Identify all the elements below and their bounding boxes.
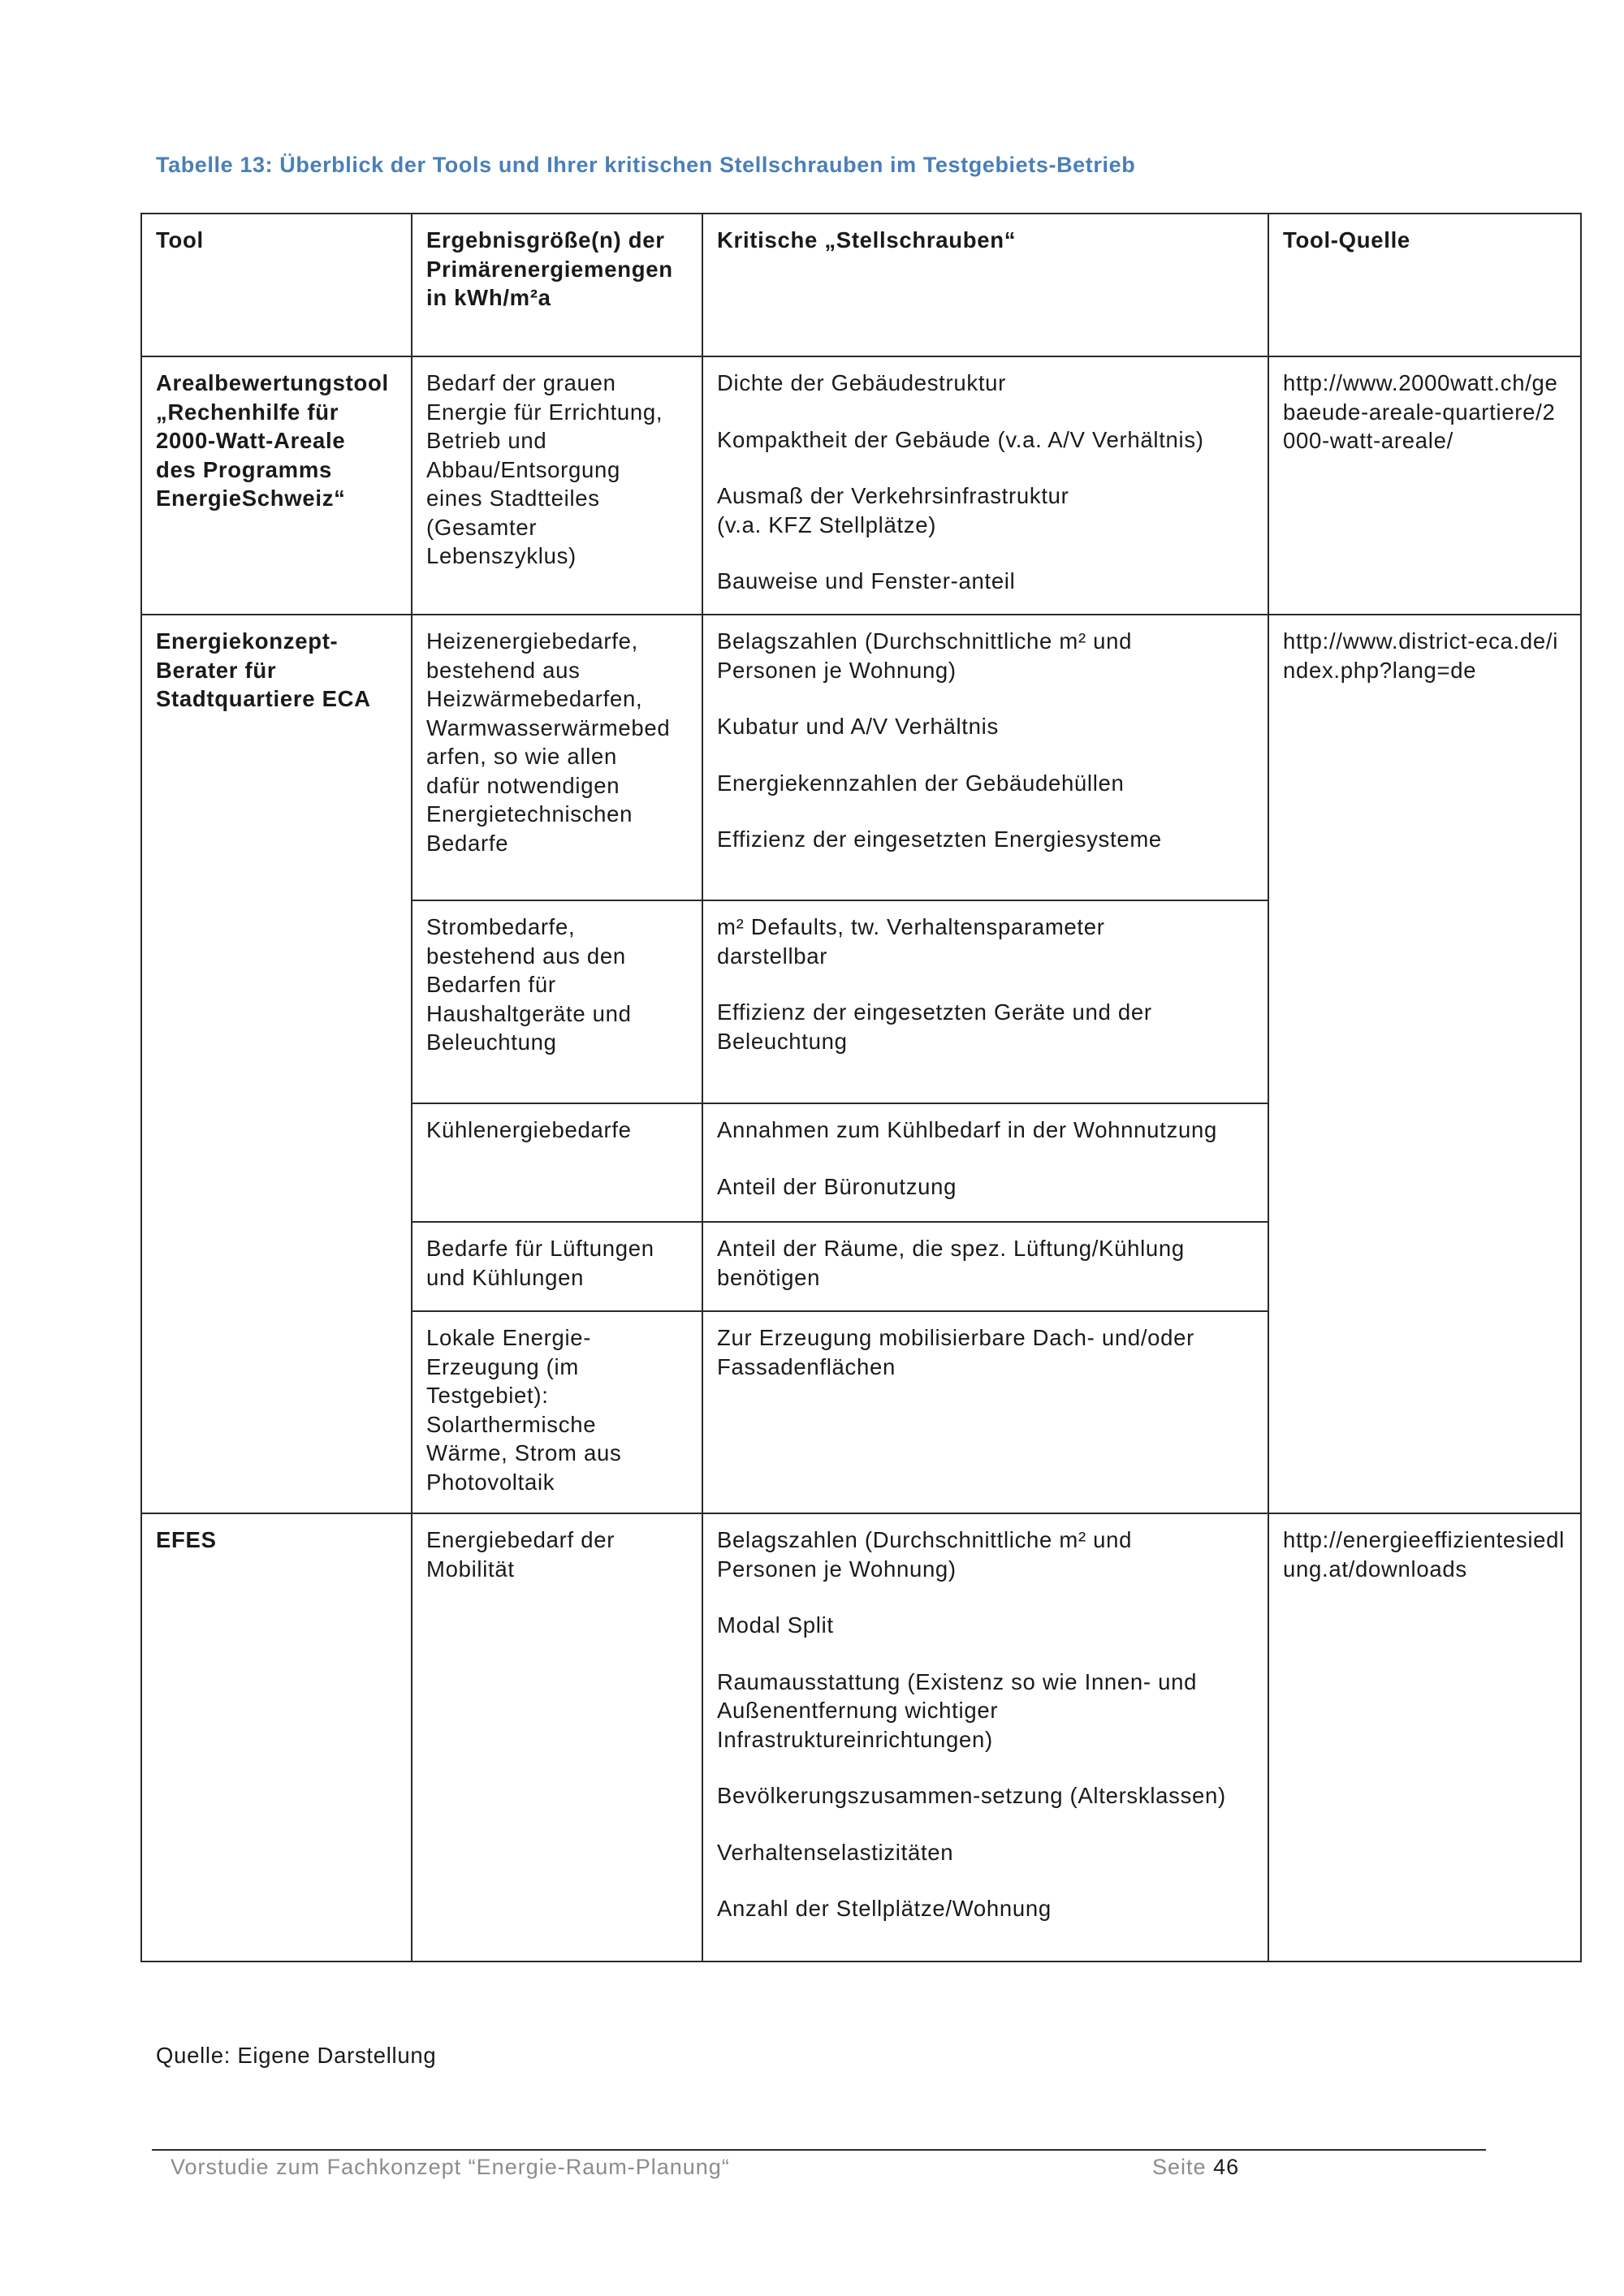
critical-screws-cell <box>702 1222 1268 1311</box>
tool-source-link[interactable]: http://www.2000watt.ch/gebaeude-areale-quartiere/2000-watt-areale/ <box>1268 356 1581 615</box>
result-quantity-cell: Bedarfe für Lüftungen und Kühlungen <box>412 1222 702 1311</box>
tool-name-cell: Arealbewertungstool „Rechenhilfe für 2000-Watt-Areale des Programms EnergieSchweiz“ <box>141 356 412 615</box>
footer-page <box>1152 2155 1239 2180</box>
result-quantity-cell: Heizenergiebedarfe, bestehend aus Heizwärmebedarfen, Warmwasserwärmebed arfen, so wie allen dafür notwendigen Energietechnischen Bedarfe <box>412 615 702 900</box>
critical-screw-item: Effizienz der eingesetzten Geräte und der Beleuchtung <box>717 999 1152 1054</box>
result-quantity-cell: Bedarf der grauen Energie für Errichtung, Betrieb und Abbau/Entsorgung eines Stadtteiles (Gesamter Lebenszyklus) <box>412 356 702 615</box>
tools-table <box>140 213 1582 1962</box>
result-quantity-cell: Lokale Energie- Erzeugung (im Testgebiet): Solarthermische Wärme, Strom aus Photovoltaik <box>412 1311 702 1513</box>
critical-screws-cell <box>702 1103 1268 1222</box>
critical-screw-item: m² Defaults, tw. Verhaltensparameter darstellbar <box>717 914 1105 969</box>
critical-screw-item: Belagszahlen (Durchschnittliche m² und Personen je Wohnung) <box>717 628 1133 683</box>
critical-screw-item: Annahmen zum Kühlbedarf in der Wohnnutzung <box>717 1117 1217 1142</box>
critical-screw-item: Raumausstattung (Existenz so wie Innen- und Außenentfernung wichtiger Infrastruktureinrichtungen) <box>717 1668 1198 1752</box>
critical-screw-item: Ausmaß der Verkehrsinfrastruktur (v.a. KFZ Stellplätze) <box>717 483 1069 537</box>
critical-screw-item: Modal Split <box>717 1612 834 1638</box>
source-note: Quelle: Eigene Darstellung <box>156 2043 437 2068</box>
table-row <box>141 615 1581 900</box>
footer-divider <box>152 2149 1486 2151</box>
critical-screws-cell <box>702 900 1268 1103</box>
table-row <box>141 356 1581 615</box>
critical-screw-item: Bauweise und Fenster-anteil <box>717 568 1016 593</box>
critical-screw-item: Kubatur und A/V Verhältnis <box>717 714 999 739</box>
critical-screws-cell <box>702 615 1268 900</box>
table-row <box>141 1513 1581 1962</box>
result-quantity-cell: Strombedarfe, bestehend aus den Bedarfen für Haushaltgeräte und Beleuchtung <box>412 900 702 1103</box>
result-quantity-cell: Energiebedarf der Mobilität <box>412 1513 702 1962</box>
critical-screw-item: Anteil der Räume, die spez. Lüftung/Kühlung benötigen <box>717 1236 1185 1290</box>
critical-screw-item: Effizienz der eingesetzten Energiesysteme <box>717 826 1162 852</box>
tool-source-link[interactable]: http://energieeffizientesiedlung.at/downloads <box>1268 1513 1581 1962</box>
table-caption: Tabelle 13: Überblick der Tools und Ihrer kritischen Stellschrauben im Testgebiets-Betrieb <box>156 153 1136 177</box>
header-result-quantity: Ergebnisgröße(n) der Primärenergiemengen in kWh/m²a <box>412 214 702 356</box>
header-critical-screws: Kritische „Stellschrauben“ <box>702 214 1268 356</box>
tool-name-cell: Energiekonzept- Berater für Stadtquartiere ECA <box>141 615 412 1513</box>
footer-page-label: Seite <box>1152 2155 1207 2179</box>
footer-page-number: 46 <box>1213 2155 1240 2179</box>
result-quantity-cell: Kühlenergiebedarfe <box>412 1103 702 1222</box>
critical-screws-cell <box>702 356 1268 615</box>
critical-screw-item: Dichte der Gebäudestruktur <box>717 370 1007 395</box>
critical-screw-item: Anzahl der Stellplätze/Wohnung <box>717 1896 1052 1921</box>
critical-screws-cell <box>702 1513 1268 1962</box>
header-tool: Tool <box>141 214 412 356</box>
table-header-row <box>141 214 1581 356</box>
tool-name-cell: EFES <box>141 1513 412 1962</box>
critical-screw-item: Kompaktheit der Gebäude (v.a. A/V Verhältnis) <box>717 426 1204 452</box>
critical-screw-item: Anteil der Büronutzung <box>717 1173 957 1199</box>
footer-document-title: Vorstudie zum Fachkonzept “Energie-Raum-Planung“ <box>171 2155 730 2179</box>
tool-source-link[interactable]: http://www.district-eca.de/index.php?lang=de <box>1268 615 1581 1513</box>
header-tool-source: Tool-Quelle <box>1268 214 1581 356</box>
critical-screw-item: Energiekennzahlen der Gebäudehüllen <box>717 770 1125 796</box>
critical-screws-cell <box>702 1311 1268 1513</box>
critical-screw-item: Zur Erzeugung mobilisierbare Dach- und/oder Fassadenflächen <box>717 1325 1195 1379</box>
critical-screw-item: Bevölkerungszusammen-setzung (Altersklassen) <box>717 1783 1226 1808</box>
critical-screw-item: Verhaltenselastizitäten <box>717 1839 954 1865</box>
critical-screw-item: Belagszahlen (Durchschnittliche m² und Personen je Wohnung) <box>717 1527 1133 1582</box>
